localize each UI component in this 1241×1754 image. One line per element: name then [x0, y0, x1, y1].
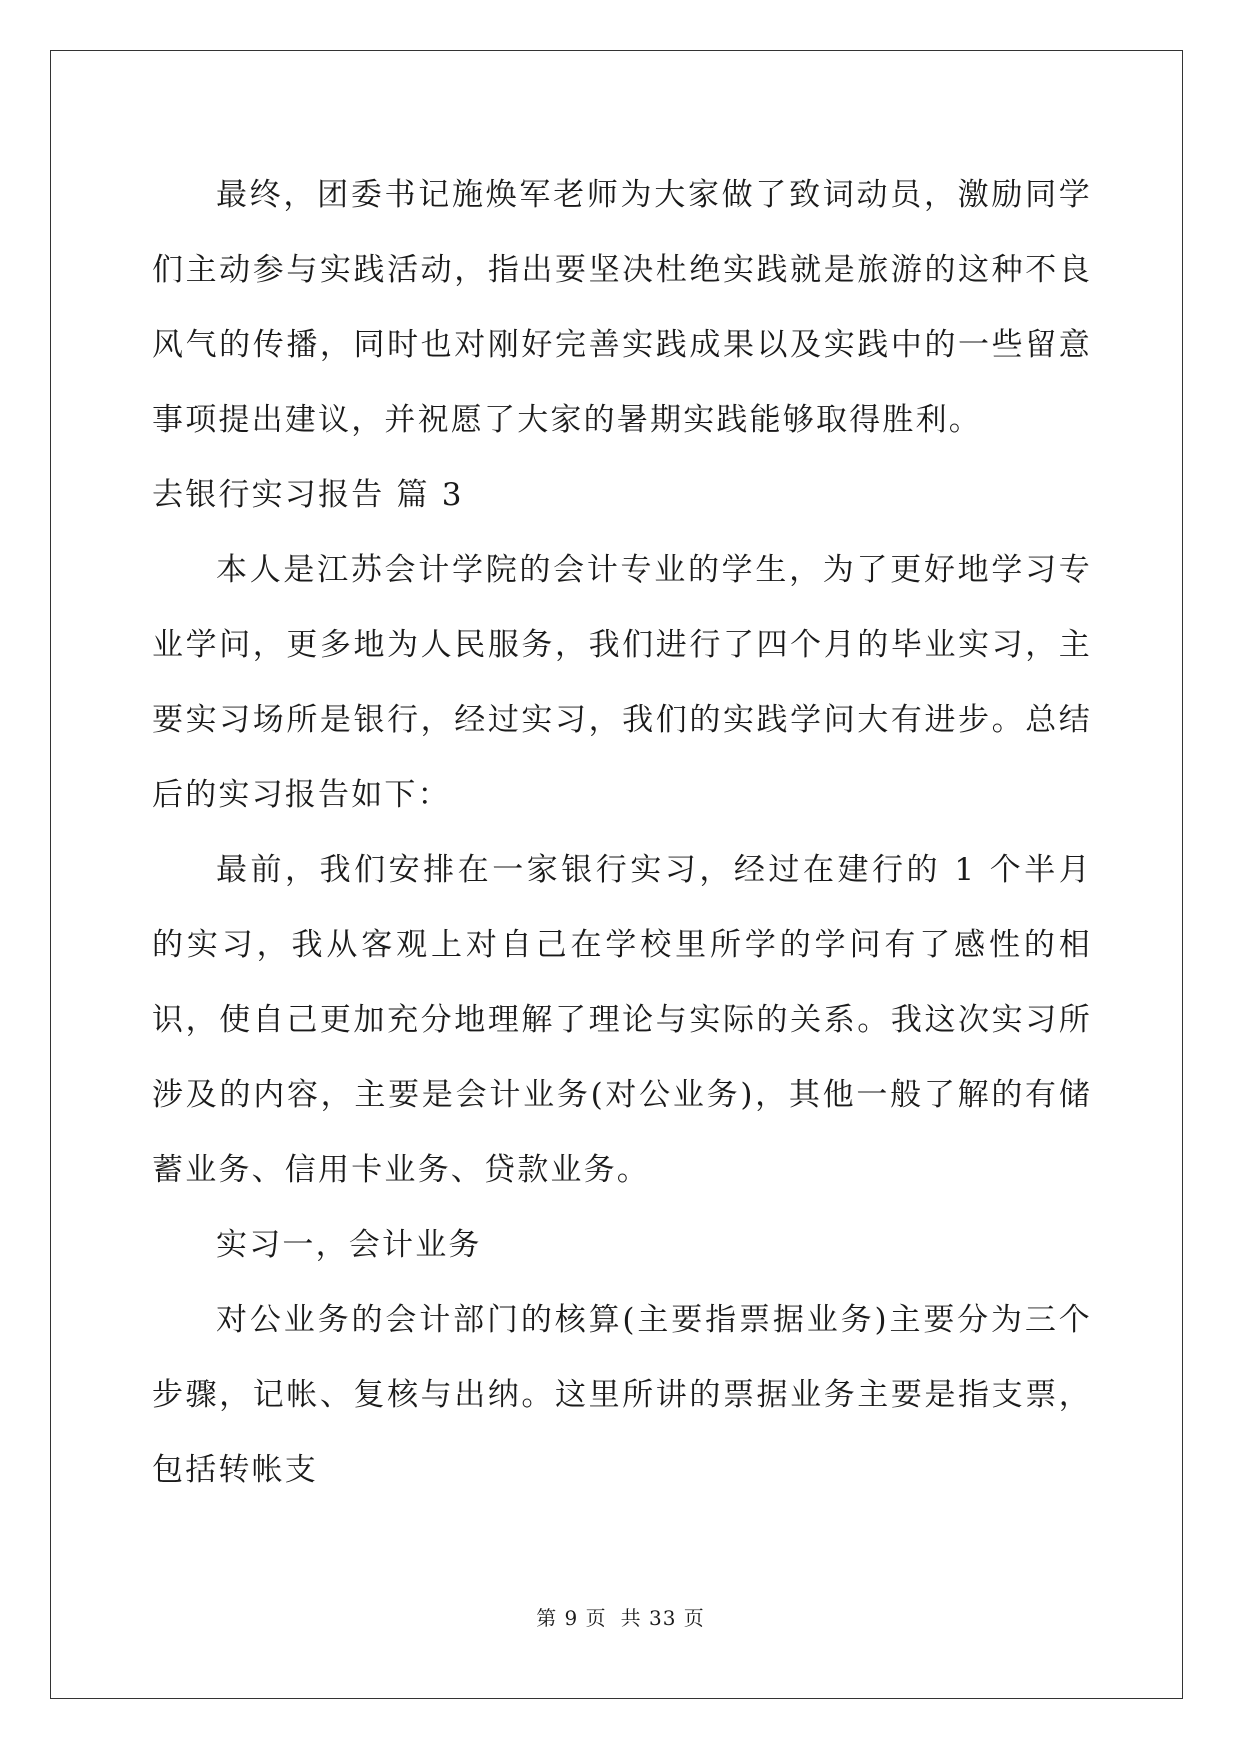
paragraph-bank-internship: 最前，我们安排在一家银行实习，经过在建行的 1 个半月的实习，我从客观上对自己在学校里所学的学问有了感性的相识，使自己更加充分地理解了理论与实际的关系。我这次实习所涉及的内容，主要是会计业务(对公业务)，其他一般了解的有储蓄业务、信用卡业务、贷款业务。 — [152, 852, 1092, 1188]
section-heading: 去银行实习报告 篇 3 — [152, 477, 464, 513]
paragraph-accounting-steps: 对公业务的会计部门的核算(主要指票据业务)主要分为三个步骤，记帐、复核与出纳。这里所讲的票据业务主要是指支票，包括转帐支 — [152, 1302, 1092, 1488]
paragraph-mobilization-speech: 最终，团委书记施焕军老师为大家做了致词动员，激励同学们主动参与实践活动，指出要坚决杜绝实践就是旅游的这种不良风气的传播，同时也对刚好完善实践成果以及实践中的一些留意事项提出建议，并祝愿了大家的暑期实践能够取得胜利。 — [152, 177, 1092, 438]
subheading-accounting-business: 实习一，会计业务 — [216, 1227, 482, 1263]
paragraph-intro: 本人是江苏会计学院的会计专业的学生，为了更好地学习专业学问，更多地为人民服务，我们进行了四个月的毕业实习，主要实习场所是银行，经过实习，我们的实践学问大有进步。总结后的实习报告如下： — [152, 552, 1092, 813]
page-number: 第 9 页 — [536, 1606, 607, 1630]
page-footer — [0, 1602, 1241, 1631]
document-body — [152, 158, 1092, 1508]
page-total: 共 33 页 — [620, 1606, 705, 1630]
